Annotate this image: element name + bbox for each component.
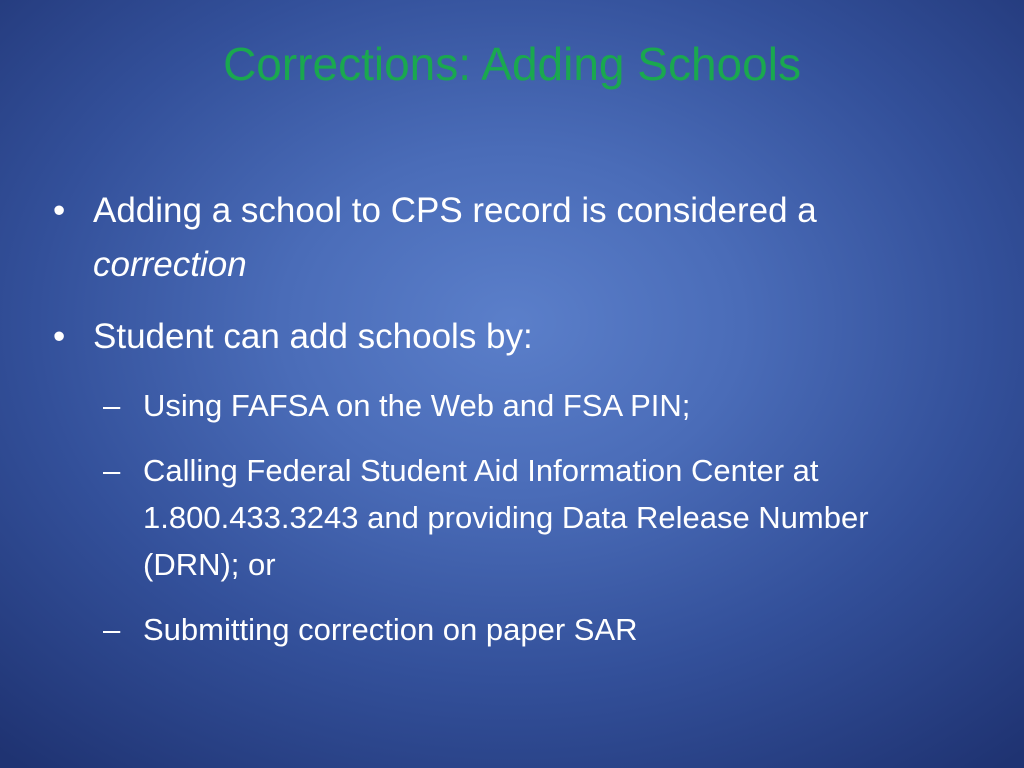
sub-bullet-text: Submitting correction on paper SAR [143, 612, 638, 647]
sub-bullet-marker: – [103, 453, 121, 488]
bullet-text: Student can add schools by: [93, 317, 533, 356]
slide-body [50, 184, 950, 671]
sub-bullet-text: Using FAFSA on the Web and FSA PIN; [143, 388, 691, 423]
bullet-item [50, 184, 950, 292]
sub-bullet-item [50, 606, 950, 653]
bullet-marker: • [53, 317, 66, 356]
slide-title: Corrections: Adding Schools [223, 38, 801, 90]
bullet-item [50, 310, 950, 364]
bullet-text: Adding a school to CPS record is considered a [93, 191, 817, 230]
bullet-marker: • [53, 191, 66, 230]
sub-bullet-marker: – [103, 388, 121, 423]
bullet-emphasis: correction [93, 245, 247, 284]
sub-bullet-item [50, 382, 950, 429]
sub-bullet-item [50, 447, 950, 588]
sub-bullet-marker: – [103, 612, 121, 647]
sub-bullet-text: Calling Federal Student Aid Information Center at 1.800.433.3243 and providing Data Release Number (DRN); or [143, 453, 869, 582]
